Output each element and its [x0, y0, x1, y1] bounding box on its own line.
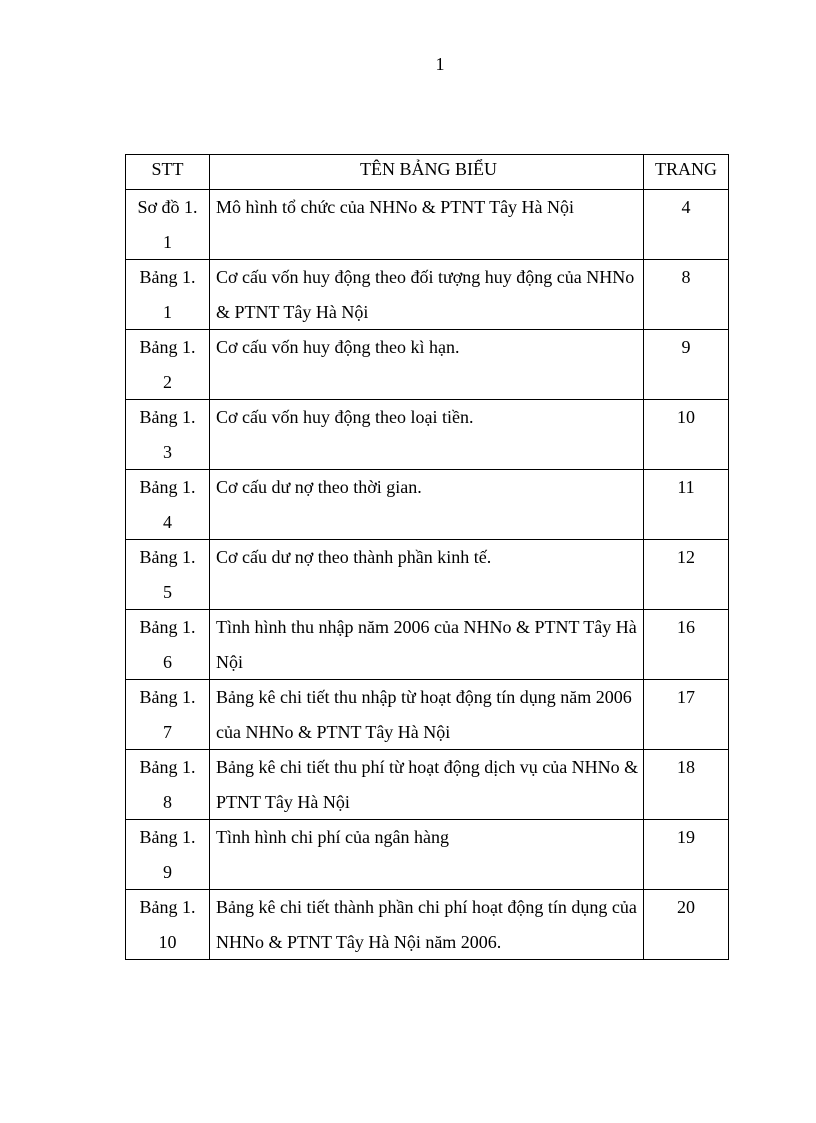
- row-page: 11: [644, 470, 729, 540]
- row-name: Cơ cấu dư nợ theo thành phần kinh tế.: [210, 540, 644, 610]
- row-stt-line2: 1: [163, 301, 172, 322]
- row-stt: [126, 820, 210, 890]
- table-row: [126, 330, 729, 400]
- row-stt: [126, 610, 210, 680]
- row-stt-line1: Bảng 1.: [139, 477, 196, 497]
- row-page: 8: [644, 260, 729, 330]
- table-row: [126, 610, 729, 680]
- row-stt-line2: 2: [163, 371, 172, 392]
- row-stt-line2: 7: [163, 721, 172, 742]
- row-page: 19: [644, 820, 729, 890]
- table-of-figures: [125, 154, 729, 960]
- row-stt-line1: Bảng 1.: [139, 827, 196, 847]
- table-row: [126, 190, 729, 260]
- row-name: Bảng kê chi tiết thành phần chi phí hoạt động tín dụng của NHNo & PTNT Tây Hà Nội năm 2006.: [210, 890, 644, 960]
- row-name: Cơ cấu vốn huy động theo kì hạn.: [210, 330, 644, 400]
- table-row: [126, 470, 729, 540]
- row-stt: [126, 890, 210, 960]
- row-name: Cơ cấu vốn huy động theo loại tiền.: [210, 400, 644, 470]
- row-page: 17: [644, 680, 729, 750]
- row-stt-line1: Bảng 1.: [139, 407, 196, 427]
- row-name: Bảng kê chi tiết thu phí từ hoạt động dịch vụ của NHNo & PTNT Tây Hà Nội: [210, 750, 644, 820]
- table-row: [126, 400, 729, 470]
- row-stt: [126, 260, 210, 330]
- table-row: [126, 820, 729, 890]
- row-name: Bảng kê chi tiết thu nhập từ hoạt động tín dụng năm 2006 của NHNo & PTNT Tây Hà Nội: [210, 680, 644, 750]
- table-row: [126, 680, 729, 750]
- row-stt-line2: 9: [163, 861, 172, 882]
- row-page: 18: [644, 750, 729, 820]
- row-stt: [126, 330, 210, 400]
- header-page: TRANG: [644, 155, 729, 190]
- row-stt-line1: Bảng 1.: [139, 687, 196, 707]
- table-row: [126, 750, 729, 820]
- row-stt-line2: 1: [163, 231, 172, 252]
- row-stt: [126, 470, 210, 540]
- row-page: 4: [644, 190, 729, 260]
- row-stt: [126, 190, 210, 260]
- table-row: [126, 540, 729, 610]
- row-stt-line2: 10: [158, 931, 177, 952]
- row-stt-line1: Sơ đồ 1.: [137, 197, 198, 217]
- row-stt-line1: Bảng 1.: [139, 897, 196, 917]
- row-stt-line1: Bảng 1.: [139, 337, 196, 357]
- row-stt-line1: Bảng 1.: [139, 267, 196, 287]
- row-name: Mô hình tổ chức của NHNo & PTNT Tây Hà Nội: [210, 190, 644, 260]
- row-stt: [126, 680, 210, 750]
- row-page: 12: [644, 540, 729, 610]
- row-stt-line1: Bảng 1.: [139, 757, 196, 777]
- row-name: Tình hình thu nhập năm 2006 của NHNo & PTNT Tây Hà Nội: [210, 610, 644, 680]
- table-row: [126, 890, 729, 960]
- header-name: TÊN BẢNG BIỂU: [210, 155, 644, 190]
- row-stt-line1: Bảng 1.: [139, 547, 196, 567]
- row-page: 16: [644, 610, 729, 680]
- page-number: 1: [435, 54, 445, 74]
- row-stt: [126, 540, 210, 610]
- row-stt: [126, 750, 210, 820]
- row-page: 10: [644, 400, 729, 470]
- row-stt-line2: 8: [163, 791, 172, 812]
- row-page: 20: [644, 890, 729, 960]
- row-stt-line2: 6: [163, 651, 172, 672]
- row-page: 9: [644, 330, 729, 400]
- row-name: Cơ cấu dư nợ theo thời gian.: [210, 470, 644, 540]
- row-stt-line2: 4: [163, 511, 172, 532]
- header-stt: STT: [126, 155, 210, 190]
- row-stt-line1: Bảng 1.: [139, 617, 196, 637]
- row-stt-line2: 3: [163, 441, 172, 462]
- table-header-row: [126, 155, 729, 190]
- row-name: Cơ cấu vốn huy động theo đối tượng huy động của NHNo & PTNT Tây Hà Nội: [210, 260, 644, 330]
- row-stt: [126, 400, 210, 470]
- row-stt-line2: 5: [163, 581, 172, 602]
- row-name: Tình hình chi phí của ngân hàng: [210, 820, 644, 890]
- table-row: [126, 260, 729, 330]
